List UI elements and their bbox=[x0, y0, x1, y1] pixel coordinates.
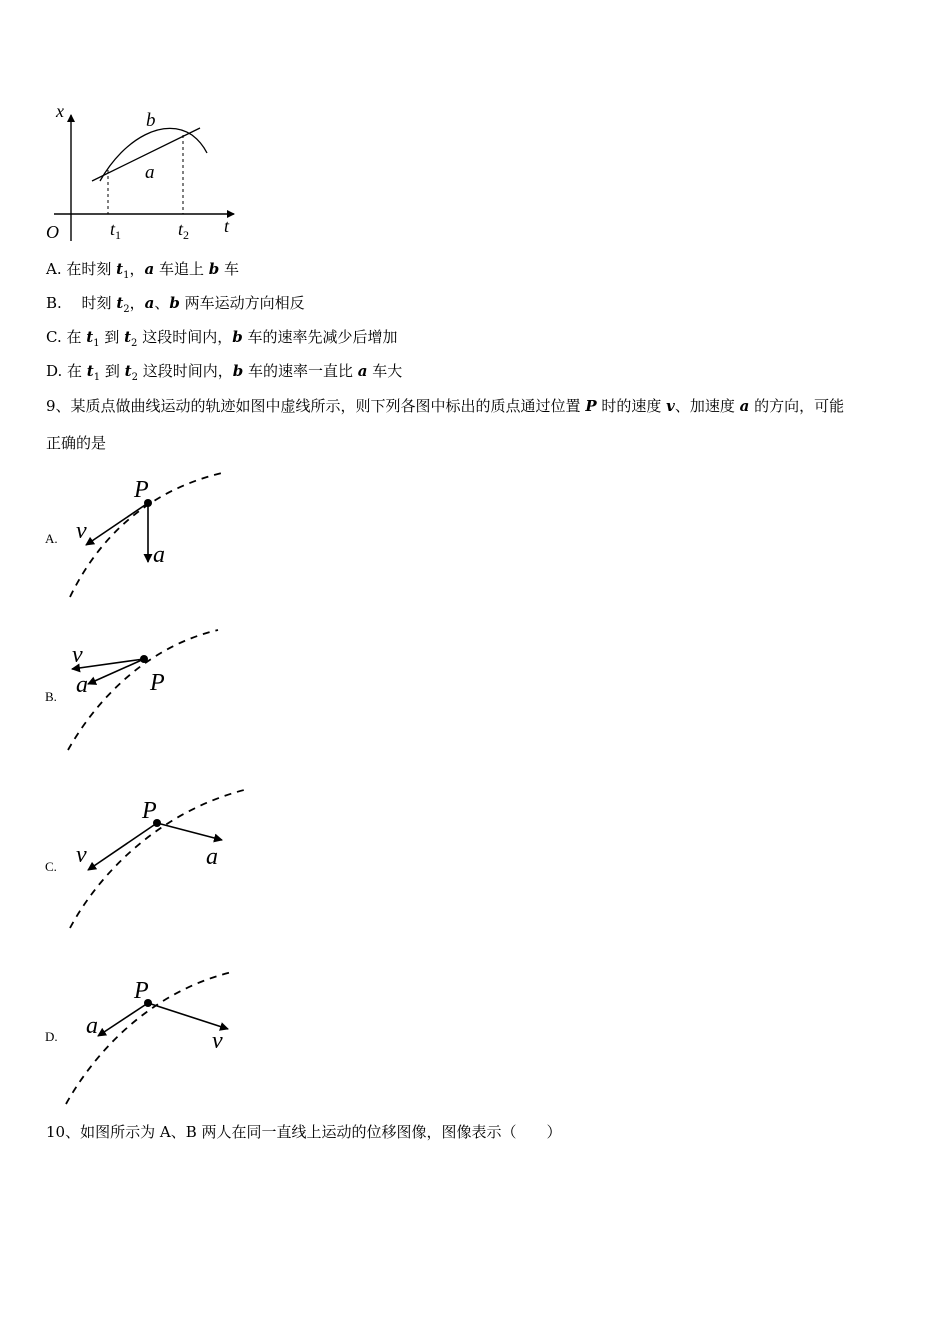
q8-option-b: B. 时刻 $t_2$，a、b 两车运动方向相反 bbox=[46, 294, 305, 315]
p-label: P bbox=[142, 798, 157, 824]
p-label: P bbox=[150, 670, 165, 696]
trajectory-dashed-curve bbox=[68, 630, 218, 750]
q9-diagram-c bbox=[60, 782, 250, 932]
x-axis-label: x bbox=[56, 101, 64, 121]
t2-label: $t_2$ bbox=[178, 219, 190, 242]
q9-option-a-label: A. bbox=[45, 531, 58, 546]
xt-graph bbox=[40, 95, 250, 250]
velocity-arrow bbox=[86, 503, 148, 545]
q9-stem-line2: 正确的是 bbox=[46, 434, 107, 452]
velocity-arrow bbox=[88, 823, 157, 870]
origin-label: O bbox=[46, 222, 59, 242]
t-axis-label: t bbox=[224, 216, 230, 236]
acceleration-arrow bbox=[157, 823, 222, 840]
t1-label: $t_1$ bbox=[110, 219, 122, 242]
q9-option-d-label: D. bbox=[45, 1029, 58, 1044]
v-label: v bbox=[76, 518, 87, 544]
v-label: v bbox=[72, 642, 83, 668]
curve-b-label: b bbox=[146, 110, 156, 131]
q9-option-b-label: B. bbox=[45, 689, 57, 704]
q9-stem-line1: 9、某质点做曲线运动的轨迹如图中虚线所示，则下列各图中标出的质点通过位置 P 时的速度 v、加速度 a 的方向，可能 bbox=[46, 397, 845, 415]
q9-diagram-b bbox=[60, 622, 240, 762]
q8-option-a: A. 在时刻 $t_1$，a 车追上 b 车 bbox=[46, 260, 240, 281]
q9-diagram-a bbox=[60, 465, 240, 605]
v-label: v bbox=[212, 1028, 223, 1054]
q9-diagram-d bbox=[60, 962, 240, 1110]
q9-option-c-label: C. bbox=[45, 859, 57, 874]
v-label: v bbox=[76, 842, 87, 868]
a-label: a bbox=[153, 542, 165, 568]
p-label: P bbox=[134, 978, 149, 1004]
q8-option-c: C. 在 $t_1$ 到 $t_2$ 这段时间内，b 车的速率先减少后增加 bbox=[46, 328, 398, 349]
line-a-label: a bbox=[145, 162, 155, 183]
a-label: a bbox=[206, 844, 218, 870]
a-label: a bbox=[86, 1013, 98, 1039]
velocity-arrow bbox=[148, 1003, 228, 1029]
p-label: P bbox=[134, 477, 149, 503]
q8-option-d: D. 在 $t_1$ 到 $t_2$ 这段时间内，b 车的速率一直比 a 车大 bbox=[46, 362, 403, 383]
q10-stem: 10、如图所示为 A、B 两人在同一直线上运动的位移图像，图像表示（ ） bbox=[46, 1123, 562, 1141]
a-label: a bbox=[76, 672, 88, 698]
